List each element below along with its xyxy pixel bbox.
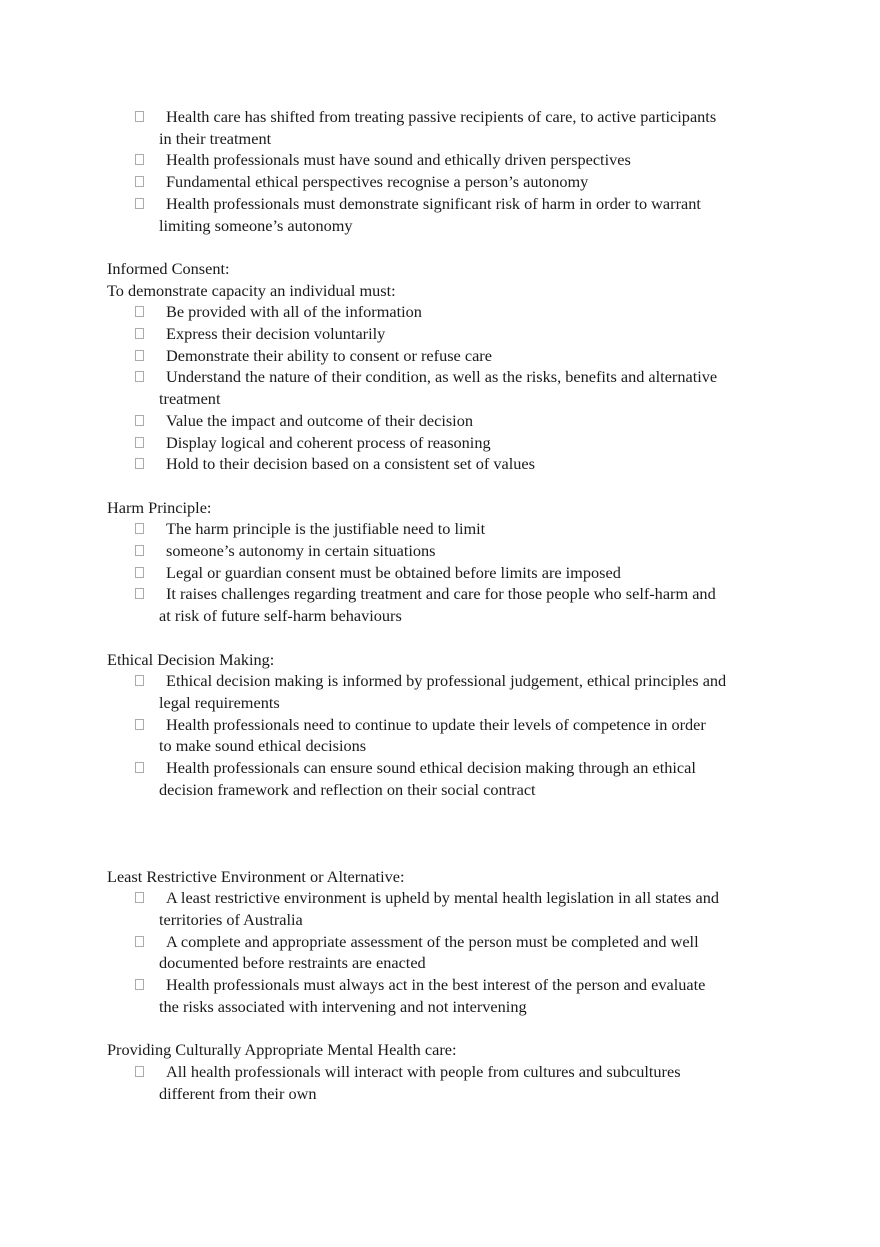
bullet-list <box>107 301 797 475</box>
bullet-list <box>107 106 797 236</box>
bullet-text <box>159 562 797 584</box>
bullet-list <box>107 518 797 627</box>
bullet-text <box>159 670 797 713</box>
missing-glyph-bullet-icon <box>135 979 144 990</box>
bullet-text <box>159 149 797 171</box>
section-health-care-overview <box>107 106 797 236</box>
bullet-text-line: limiting someone’s autonomy <box>159 215 353 235</box>
bullet-text <box>159 757 797 800</box>
bullet-item <box>107 931 797 974</box>
bullet-item <box>107 193 797 236</box>
bullet-text-line: Health care has shifted from treating passive recipients of care, to active participants <box>166 107 717 126</box>
bullet-text-line: Health professionals must demonstrate significant risk of harm in order to warrant <box>166 193 701 213</box>
missing-glyph-bullet-icon <box>135 545 144 556</box>
bullet-text <box>159 345 797 367</box>
bullet-text-line: different from their own <box>159 1083 317 1103</box>
missing-glyph-bullet-icon <box>135 936 144 947</box>
bullet-text <box>159 931 797 974</box>
bullet-text-line: Value the impact and outcome of their decision <box>166 410 473 430</box>
section-culturally-appropriate-care <box>107 1039 797 1104</box>
bullet-text <box>159 583 797 626</box>
missing-glyph-bullet-icon <box>135 523 144 534</box>
bullet-item <box>107 583 797 626</box>
section-informed-consent <box>107 258 797 475</box>
missing-glyph-bullet-icon <box>135 154 144 165</box>
bullet-item <box>107 1061 797 1104</box>
bullet-text-line: territories of Australia <box>159 909 303 929</box>
bullet-item <box>107 518 797 540</box>
missing-glyph-bullet-icon <box>135 675 144 686</box>
bullet-text <box>159 714 797 757</box>
bullet-text-line: Understand the nature of their condition, as well as the risks, benefits and alternative <box>166 367 718 387</box>
section-ethical-decision-making <box>107 649 797 801</box>
bullet-text <box>159 301 797 323</box>
missing-glyph-bullet-icon <box>135 371 144 382</box>
section-heading: Informed Consent: <box>107 258 230 278</box>
bullet-text-line: the risks associated with intervening and not intervening <box>159 996 527 1016</box>
missing-glyph-bullet-icon <box>135 719 144 730</box>
bullet-text-line: treatment <box>159 389 221 409</box>
bullet-text-line: Health professionals must have sound and ethically driven perspectives <box>166 150 631 170</box>
bullet-item <box>107 562 797 584</box>
bullet-text <box>159 432 797 454</box>
bullet-item <box>107 714 797 757</box>
bullet-text-line: Demonstrate their ability to consent or refuse care <box>166 345 492 365</box>
section-heading: Harm Principle: <box>107 497 212 517</box>
bullet-item <box>107 323 797 345</box>
missing-glyph-bullet-icon <box>135 892 144 903</box>
bullet-list <box>107 887 797 1017</box>
bullet-list <box>107 670 797 800</box>
bullet-item <box>107 171 797 193</box>
bullet-text <box>159 453 797 475</box>
bullet-text-line: A least restrictive environment is upheld by mental health legislation in all states and <box>166 888 719 908</box>
bullet-text <box>159 518 797 540</box>
bullet-item <box>107 301 797 323</box>
bullet-text-line: to make sound ethical decisions <box>159 736 367 756</box>
missing-glyph-bullet-icon <box>135 198 144 209</box>
section-heading: Ethical Decision Making: <box>107 649 275 669</box>
missing-glyph-bullet-icon <box>135 176 144 187</box>
missing-glyph-bullet-icon <box>135 588 144 599</box>
bullet-item <box>107 540 797 562</box>
bullet-text <box>159 1061 797 1104</box>
bullet-text <box>159 193 797 236</box>
bullet-text-line: legal requirements <box>159 692 280 712</box>
bullet-text-line: The harm principle is the justifiable need to limit <box>166 519 486 539</box>
bullet-text-line: Health professionals must always act in the best interest of the person and evaluate <box>166 975 706 995</box>
bullet-text-line: Ethical decision making is informed by professional judgement, ethical principles and <box>166 671 727 691</box>
missing-glyph-bullet-icon <box>135 415 144 426</box>
missing-glyph-bullet-icon <box>135 306 144 317</box>
missing-glyph-bullet-icon <box>135 437 144 448</box>
bullet-text-line: A complete and appropriate assessment of the person must be completed and well <box>166 931 699 951</box>
bullet-item <box>107 757 797 800</box>
bullet-item <box>107 670 797 713</box>
bullet-item <box>107 432 797 454</box>
missing-glyph-bullet-icon <box>135 350 144 361</box>
missing-glyph-bullet-icon <box>135 111 144 122</box>
bullet-item <box>107 887 797 930</box>
bullet-text-line: Legal or guardian consent must be obtained before limits are imposed <box>166 562 621 582</box>
bullet-item <box>107 149 797 171</box>
missing-glyph-bullet-icon <box>135 567 144 578</box>
missing-glyph-bullet-icon <box>135 328 144 339</box>
bullet-item <box>107 410 797 432</box>
bullet-text <box>159 887 797 930</box>
bullet-text-line: Be provided with all of the information <box>166 302 422 322</box>
bullet-text-line: decision framework and reflection on their social contract <box>159 779 536 799</box>
document-content <box>107 106 797 1104</box>
bullet-text-line: Health professionals can ensure sound ethical decision making through an ethical <box>166 758 696 778</box>
bullet-item <box>107 345 797 367</box>
bullet-item <box>107 106 797 149</box>
bullet-text-line: at risk of future self-harm behaviours <box>159 606 402 626</box>
bullet-text-line: Display logical and coherent process of reasoning <box>166 432 491 452</box>
bullet-text <box>159 974 797 1017</box>
bullet-text-line: in their treatment <box>159 128 272 148</box>
bullet-text-line: Health professionals need to continue to update their levels of competence in order <box>166 714 706 734</box>
section-least-restrictive-environment <box>107 866 797 1018</box>
section-intro: To demonstrate capacity an individual must: <box>107 280 396 300</box>
bullet-text-line: Express their decision voluntarily <box>166 324 386 344</box>
section-heading: Least Restrictive Environment or Alternative: <box>107 866 405 886</box>
bullet-item <box>107 366 797 409</box>
bullet-text <box>159 323 797 345</box>
bullet-text-line: All health professionals will interact with people from cultures and subcultures <box>166 1061 681 1081</box>
bullet-text <box>159 106 797 149</box>
bullet-text-line: Fundamental ethical perspectives recognise a person’s autonomy <box>166 172 589 192</box>
bullet-text-line: documented before restraints are enacted <box>159 953 426 973</box>
missing-glyph-bullet-icon <box>135 458 144 469</box>
bullet-text <box>159 366 797 409</box>
bullet-text-line: It raises challenges regarding treatment and care for those people who self-harm and <box>166 584 716 604</box>
bullet-text <box>159 540 797 562</box>
section-harm-principle <box>107 497 797 627</box>
missing-glyph-bullet-icon <box>135 1066 144 1077</box>
bullet-text <box>159 410 797 432</box>
bullet-text-line: Hold to their decision based on a consistent set of values <box>166 454 535 474</box>
bullet-text-line: someone’s autonomy in certain situations <box>166 541 436 561</box>
bullet-item <box>107 974 797 1017</box>
missing-glyph-bullet-icon <box>135 762 144 773</box>
bullet-list <box>107 1061 797 1104</box>
bullet-item <box>107 453 797 475</box>
section-heading: Providing Culturally Appropriate Mental Health care: <box>107 1040 457 1060</box>
bullet-text <box>159 171 797 193</box>
